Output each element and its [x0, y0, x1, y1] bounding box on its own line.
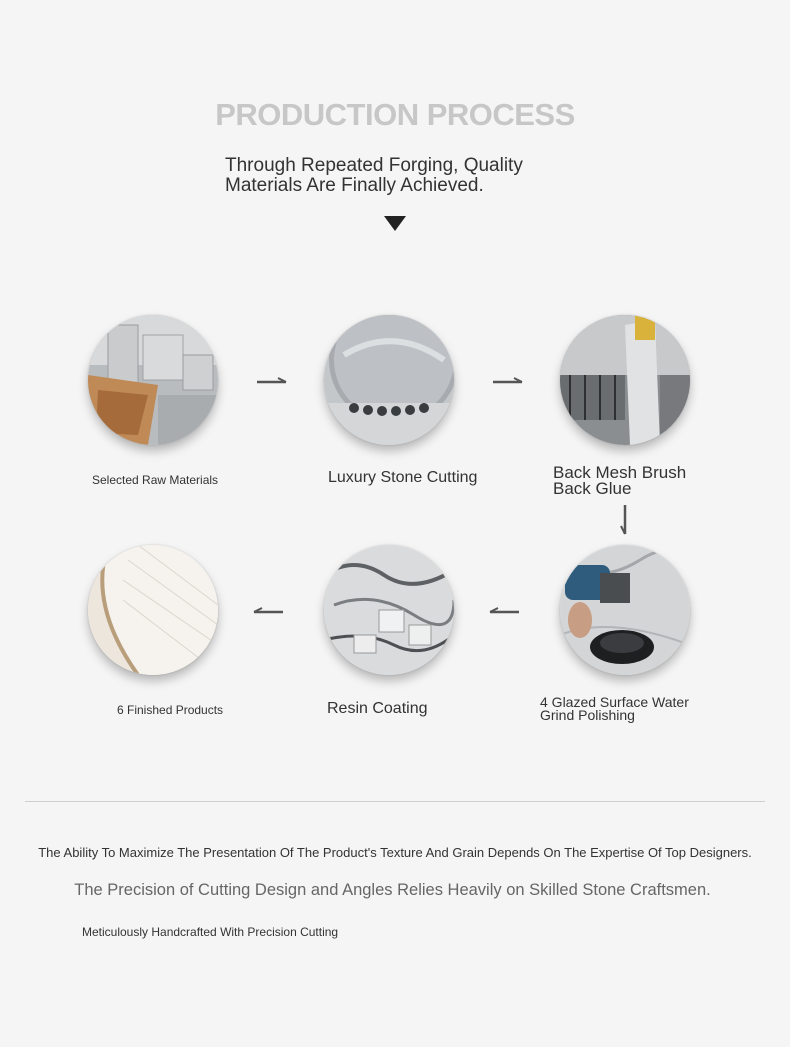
page-subtitle: Through Repeated Forging, Quality Materials Are Finally Achieved.	[225, 155, 523, 196]
footer-text-designers: The Ability To Maximize The Presentation Of The Product's Texture And Grain Depends On The Expertise Of Top Designers.	[38, 845, 752, 860]
step-image-finished-products	[88, 545, 218, 675]
step-image-back-mesh	[560, 315, 690, 445]
footer-text-craftsmen: The Precision of Cutting Design and Angles Relies Heavily on Skilled Stone Craftsmen.	[74, 881, 711, 899]
step-label-polishing: 4 Glazed Surface Water Grind Polishing	[540, 694, 689, 723]
step-image-resin-coating	[324, 545, 454, 675]
arrow-left-icon	[252, 606, 284, 618]
step-label-resin-coating: Resin Coating	[327, 700, 428, 717]
step-image-polishing	[560, 545, 690, 675]
step-image-raw-materials	[88, 315, 218, 445]
footer-text-handcrafted: Meticulously Handcrafted With Precision Cutting	[82, 925, 339, 939]
step-label-back-mesh: Back Mesh Brush Back Glue	[553, 463, 687, 498]
arrow-left-icon	[488, 606, 520, 618]
step-image-stone-cutting	[324, 315, 454, 445]
step-label-raw-materials: Selected Raw Materials	[92, 473, 219, 487]
page-title: PRODUCTION PROCESS	[215, 97, 575, 132]
arrow-down-icon	[619, 504, 631, 536]
step-label-finished-products: 6 Finished Products	[117, 703, 224, 717]
arrow-right-icon	[492, 376, 524, 388]
step-label-stone-cutting: Luxury Stone Cutting	[328, 469, 478, 486]
divider	[25, 801, 765, 802]
down-triangle-icon	[384, 216, 406, 231]
arrow-right-icon	[256, 376, 288, 388]
